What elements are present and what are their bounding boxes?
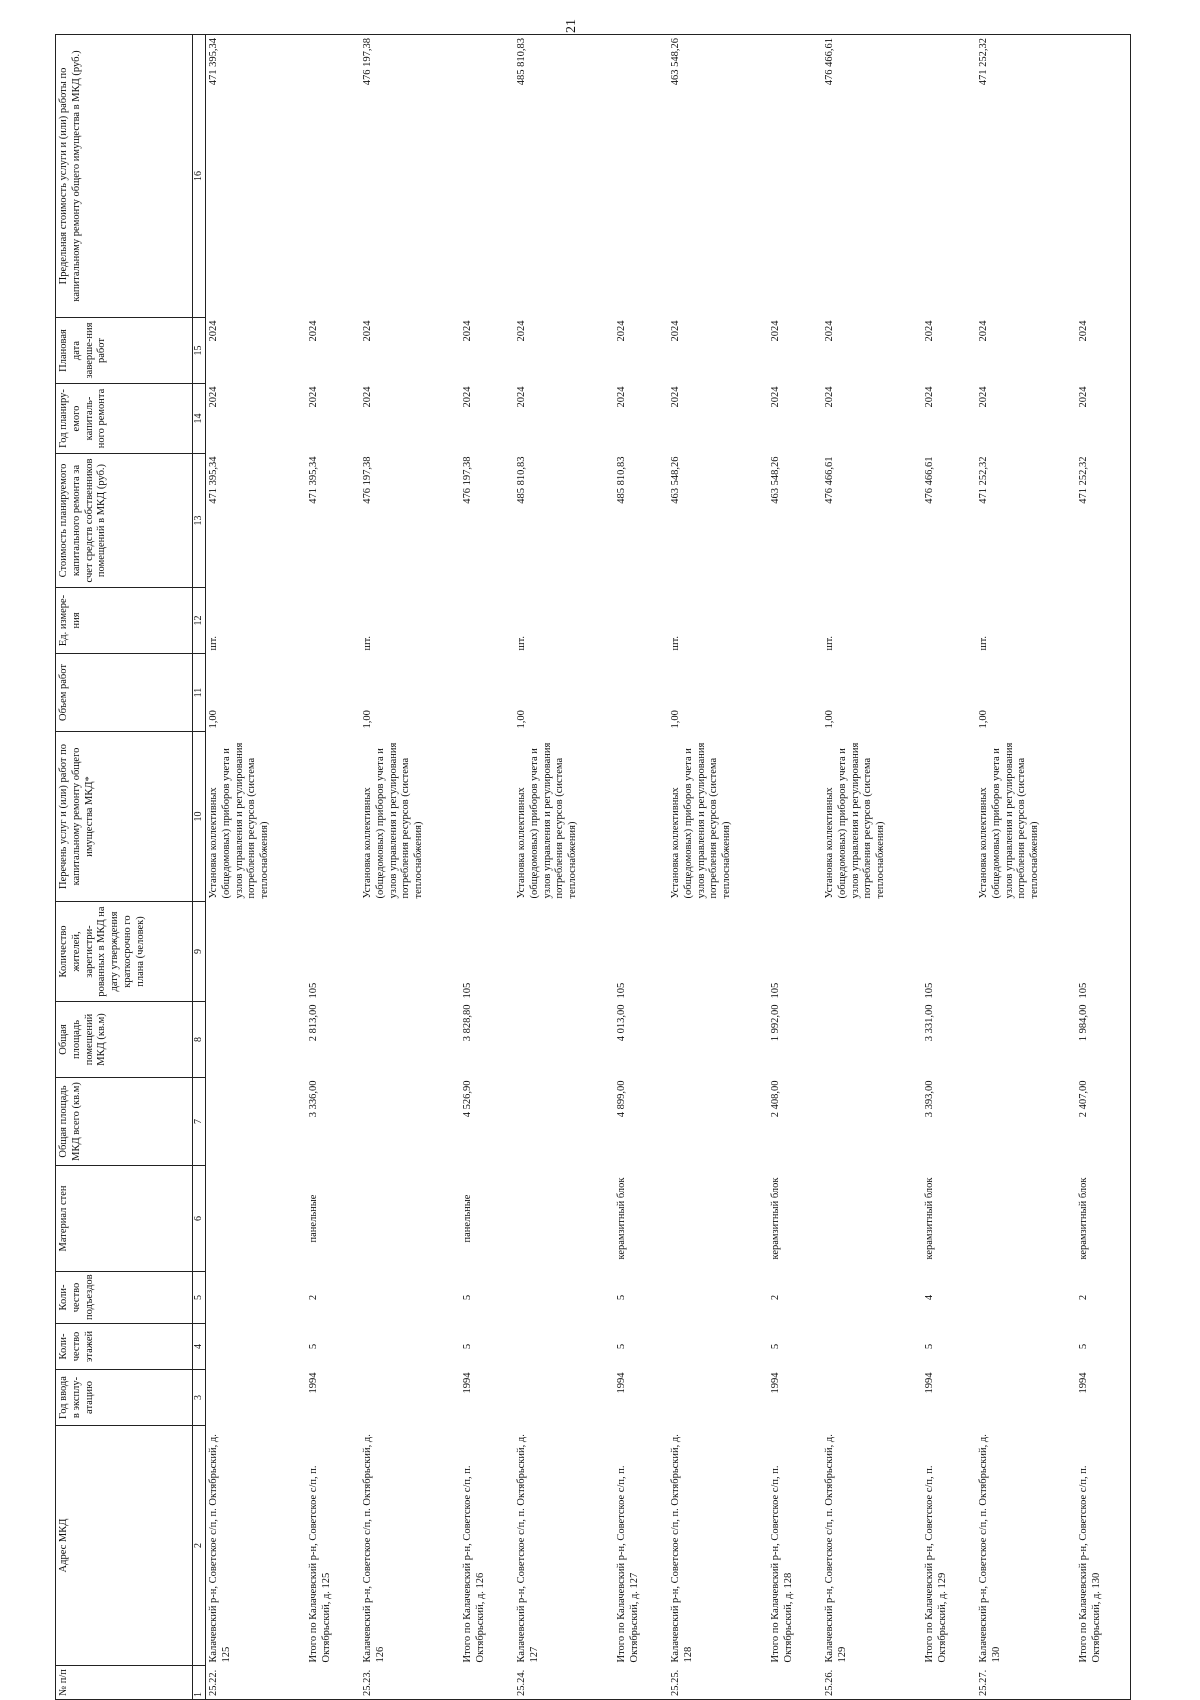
address-cell: Калачевский р-н, Советское с/п, п. Октябрьский, д. 127 — [516, 1434, 540, 1663]
year-built-cell — [206, 1370, 307, 1426]
total-label: Итого по Калачевский р-н, Советское с/п, п. Октябрьский, д. 125 — [308, 1465, 332, 1663]
floors-cell: 5 — [462, 1343, 473, 1350]
column-number: 16 — [193, 35, 206, 318]
rooms-area-cell — [822, 1002, 922, 1078]
floors-cell — [360, 1324, 460, 1370]
table-row — [206, 35, 307, 1700]
table-body — [206, 35, 1131, 1700]
table-row — [668, 35, 768, 1700]
limit-cost-cell: 476 197,38 — [360, 35, 460, 318]
column-header: Перечень услуг и (или) работ по капитальному ремонту общего имущества МКД* — [56, 732, 193, 902]
volume-cell: 1,00 — [978, 710, 989, 729]
floors-cell: 5 — [616, 1343, 627, 1350]
volume-cell: 1,00 — [362, 710, 373, 729]
entrances-cell: 2 — [770, 1294, 781, 1301]
limit-cost-cell: 471 395,34 — [206, 35, 307, 318]
table-row — [514, 35, 614, 1700]
column-header: Объем работ — [56, 654, 193, 732]
total-area-cell: 3 393,00 — [924, 1080, 935, 1118]
unit-cell: шт. — [670, 635, 681, 651]
limit-cost-cell — [768, 35, 822, 318]
cost-cell: 476 197,38 — [462, 456, 473, 504]
year-built-cell — [514, 1370, 614, 1426]
wall-material-cell: керамзитный блок — [770, 1177, 781, 1260]
work-cell — [614, 732, 668, 902]
wall-material-cell: керамзитный блок — [616, 1177, 627, 1260]
capital-repair-table — [55, 34, 1131, 1700]
entrances-cell: 5 — [616, 1294, 627, 1301]
limit-cost-cell: 485 810,83 — [514, 35, 614, 318]
end-date-cell: 2024 — [616, 320, 627, 342]
unit-cell: шт. — [362, 635, 373, 651]
residents-cell — [668, 902, 768, 1002]
wall-material-cell: панельные — [308, 1194, 319, 1243]
floors-cell — [514, 1324, 614, 1370]
column-header: Стоимость планируемого капитального ремонта за счет средств собственников помещений в МКД (руб.) — [56, 454, 193, 588]
residents-cell — [822, 902, 922, 1002]
floors-cell: 5 — [770, 1343, 781, 1350]
year-built-cell — [976, 1370, 1076, 1426]
total-area-cell: 3 336,00 — [308, 1080, 319, 1118]
repair-year-cell: 2024 — [208, 386, 219, 408]
rooms-area-cell — [668, 1002, 768, 1078]
wall-material-cell: панельные — [462, 1194, 473, 1243]
limit-cost-cell — [922, 35, 976, 318]
wall-material-cell — [976, 1166, 1076, 1272]
total-label: Итого по Калачевский р-н, Советское с/п, п. Октябрьский, д. 127 — [616, 1465, 640, 1663]
column-number: 8 — [193, 1002, 206, 1078]
entrances-cell: 2 — [1076, 1272, 1131, 1324]
cost-cell: 463 548,26 — [770, 456, 781, 504]
address-cell: Калачевский р-н, Советское с/п, п. Октябрьский, д. 126 — [362, 1434, 386, 1663]
total-label: Итого по Калачевский р-н, Советское с/п, п. Октябрьский, д. 126 — [462, 1465, 486, 1663]
column-number: 2 — [193, 1426, 206, 1666]
volume-cell — [1076, 654, 1131, 732]
column-header: Год планиру-емого капиталь-ного ремонта — [56, 384, 193, 454]
residents-cell: 105 — [616, 982, 627, 999]
address-cell: Калачевский р-н, Советское с/п, п. Октябрьский, д. 129 — [824, 1434, 848, 1663]
volume-cell — [614, 654, 668, 732]
year-built-cell: 1994 — [924, 1372, 935, 1394]
cost-cell: 471 252,32 — [1076, 454, 1131, 588]
repair-year-cell: 2024 — [362, 386, 373, 408]
total-area-cell: 2 408,00 — [770, 1080, 781, 1118]
year-built-cell: 1994 — [462, 1372, 473, 1394]
residents-cell: 105 — [770, 982, 781, 999]
unit-cell — [614, 588, 668, 654]
total-area-cell: 2 407,00 — [1076, 1078, 1131, 1166]
residents-cell — [360, 902, 460, 1002]
unit-cell: шт. — [516, 635, 527, 651]
column-number: 3 — [193, 1370, 206, 1426]
row-number-cell — [614, 1666, 668, 1700]
limit-cost-cell: 476 466,61 — [822, 35, 922, 318]
total-row — [306, 35, 360, 1700]
wall-material-cell — [822, 1166, 922, 1272]
rooms-area-cell: 3 331,00 — [924, 1004, 935, 1042]
total-area-cell — [976, 1078, 1076, 1166]
volume-cell — [306, 654, 360, 732]
row-number-cell: 25.27. — [976, 1666, 1076, 1700]
row-number-cell — [922, 1666, 976, 1700]
residents-cell: 105 — [308, 982, 319, 999]
column-header: Общая площадь МКД всего (кв.м) — [56, 1078, 193, 1166]
total-row — [614, 35, 668, 1700]
repair-year-cell: 2024 — [308, 386, 319, 408]
residents-cell — [976, 902, 1076, 1002]
limit-cost-cell — [460, 35, 514, 318]
repair-year-cell: 2024 — [516, 386, 527, 408]
entrances-cell — [514, 1272, 614, 1324]
unit-cell: шт. — [824, 635, 835, 651]
end-date-cell: 2024 — [924, 320, 935, 342]
wall-material-cell — [360, 1166, 460, 1272]
repair-year-cell: 2024 — [824, 386, 835, 408]
column-header: Год ввода в эксплу-атацию — [56, 1370, 193, 1426]
repair-year-cell: 2024 — [978, 386, 989, 408]
column-number: 7 — [193, 1078, 206, 1166]
row-number-cell — [768, 1666, 822, 1700]
column-number: 5 — [193, 1272, 206, 1324]
total-area-cell — [360, 1078, 460, 1166]
year-built-cell — [360, 1370, 460, 1426]
column-header: Плановая дата заверше-ния работ — [56, 318, 193, 384]
page-number-text: 21 — [564, 19, 579, 33]
column-header: Адрес МКД — [56, 1426, 193, 1666]
cost-cell: 485 810,83 — [616, 456, 627, 504]
residents-cell — [206, 902, 307, 1002]
row-number-cell — [306, 1666, 360, 1700]
cost-cell: 471 252,32 — [978, 456, 989, 504]
unit-cell — [460, 588, 514, 654]
wall-material-cell — [514, 1166, 614, 1272]
total-area-cell: 4 899,00 — [616, 1080, 627, 1118]
end-date-cell: 2024 — [670, 320, 681, 342]
limit-cost-cell — [306, 35, 360, 318]
column-header: Общая площадь помещений МКД (кв.м) — [56, 1002, 193, 1078]
column-number: 6 — [193, 1166, 206, 1272]
repair-year-cell: 2024 — [770, 386, 781, 408]
volume-cell — [460, 654, 514, 732]
work-cell — [768, 732, 822, 902]
total-area-cell — [514, 1078, 614, 1166]
total-label: Итого по Калачевский р-н, Советское с/п, п. Октябрьский, д. 128 — [770, 1465, 794, 1663]
cost-cell: 471 395,34 — [308, 456, 319, 504]
column-number: 10 — [193, 732, 206, 902]
rooms-area-cell: 2 813,00 — [308, 1004, 319, 1042]
entrances-cell: 4 — [924, 1294, 935, 1301]
column-header: Коли-чество подъездов — [56, 1272, 193, 1324]
total-row — [460, 35, 514, 1700]
end-date-cell: 2024 — [978, 320, 989, 342]
repair-year-cell: 2024 — [1076, 384, 1131, 454]
work-cell: Установка коллективных (общедомовых) приборов учета и узлов управления и регулирования потребления ресурсов (система теплоснабжения) — [362, 742, 425, 899]
total-label: Итого по Калачевский р-н, Советское с/п, п. Октябрьский, д. 130 — [1076, 1426, 1131, 1666]
unit-cell — [768, 588, 822, 654]
cost-cell: 485 810,83 — [516, 456, 527, 504]
cost-cell: 471 395,34 — [208, 456, 219, 504]
total-area-cell — [822, 1078, 922, 1166]
rotated-sheet — [55, 35, 1171, 1700]
wall-material-cell — [206, 1166, 307, 1272]
limit-cost-cell — [1076, 35, 1131, 318]
volume-cell — [922, 654, 976, 732]
end-date-cell: 2024 — [462, 320, 473, 342]
residents-cell: 105 — [1076, 902, 1131, 1002]
column-header: Ед. измере-ния — [56, 588, 193, 654]
volume-cell: 1,00 — [208, 710, 219, 729]
floors-cell: 5 — [308, 1343, 319, 1350]
unit-cell — [306, 588, 360, 654]
column-number: 12 — [193, 588, 206, 654]
entrances-cell — [976, 1272, 1076, 1324]
column-number-row — [193, 35, 206, 1700]
floors-cell: 5 — [924, 1343, 935, 1350]
volume-cell — [768, 654, 822, 732]
entrances-cell — [360, 1272, 460, 1324]
wall-material-cell: керамзитный блок — [924, 1177, 935, 1260]
work-cell — [460, 732, 514, 902]
entrances-cell — [668, 1272, 768, 1324]
rooms-area-cell: 4 013,00 — [616, 1004, 627, 1042]
total-area-cell: 4 526,90 — [462, 1080, 473, 1118]
unit-cell — [922, 588, 976, 654]
residents-cell: 105 — [924, 982, 935, 999]
row-number-cell: 25.22. — [206, 1666, 307, 1700]
limit-cost-cell: 471 252,32 — [976, 35, 1076, 318]
year-built-cell: 1994 — [616, 1372, 627, 1394]
total-row — [1076, 35, 1131, 1700]
work-cell: Установка коллективных (общедомовых) приборов учета и узлов управления и регулирования потребления ресурсов (система теплоснабжения) — [208, 742, 271, 899]
table-header-row — [56, 35, 193, 1700]
entrances-cell — [822, 1272, 922, 1324]
work-cell — [1076, 732, 1131, 902]
year-built-cell — [668, 1370, 768, 1426]
row-number-cell — [1076, 1666, 1131, 1700]
end-date-cell: 2024 — [516, 320, 527, 342]
cost-cell: 463 548,26 — [670, 456, 681, 504]
column-number: 1 — [193, 1666, 206, 1700]
floors-cell — [976, 1324, 1076, 1370]
address-cell: Калачевский р-н, Советское с/п, п. Октябрьский, д. 125 — [208, 1434, 232, 1663]
end-date-cell: 2024 — [362, 320, 373, 342]
column-number: 13 — [193, 454, 206, 588]
wall-material-cell — [668, 1166, 768, 1272]
table-row — [976, 35, 1076, 1700]
work-cell — [306, 732, 360, 902]
total-area-cell — [206, 1078, 307, 1166]
column-number: 14 — [193, 384, 206, 454]
row-number-cell: 25.24. — [514, 1666, 614, 1700]
wall-material-cell: керамзитный блок — [1076, 1166, 1131, 1272]
column-number: 9 — [193, 902, 206, 1002]
column-header: Коли-чество этажей — [56, 1324, 193, 1370]
table-row — [822, 35, 922, 1700]
entrances-cell: 2 — [308, 1294, 319, 1301]
entrances-cell — [206, 1272, 307, 1324]
column-number: 4 — [193, 1324, 206, 1370]
column-header: № п/п — [56, 1666, 193, 1700]
table-row — [360, 35, 460, 1700]
repair-year-cell: 2024 — [616, 386, 627, 408]
cost-cell: 476 197,38 — [362, 456, 373, 504]
unit-cell: шт. — [978, 635, 989, 651]
volume-cell: 1,00 — [516, 710, 527, 729]
year-built-cell: 1994 — [770, 1372, 781, 1394]
row-number-cell: 25.23. — [360, 1666, 460, 1700]
end-date-cell: 2024 — [308, 320, 319, 342]
cost-cell: 476 466,61 — [924, 456, 935, 504]
total-row — [922, 35, 976, 1700]
year-built-cell — [822, 1370, 922, 1426]
unit-cell: шт. — [208, 635, 219, 651]
entrances-cell: 5 — [462, 1294, 473, 1301]
column-number: 11 — [193, 654, 206, 732]
repair-year-cell: 2024 — [924, 386, 935, 408]
volume-cell: 1,00 — [670, 710, 681, 729]
total-row — [768, 35, 822, 1700]
rooms-area-cell: 3 828,80 — [462, 1004, 473, 1042]
row-number-cell — [460, 1666, 514, 1700]
work-cell — [922, 732, 976, 902]
cost-cell: 476 466,61 — [824, 456, 835, 504]
work-cell: Установка коллективных (общедомовых) приборов учета и узлов управления и регулирования потребления ресурсов (система теплоснабжения) — [516, 742, 579, 899]
rooms-area-cell: 1 984,00 — [1076, 1002, 1131, 1078]
rooms-area-cell: 1 992,00 — [770, 1004, 781, 1042]
repair-year-cell: 2024 — [670, 386, 681, 408]
column-header: Предельная стоимость услуги и (или) работы по капитальному ремонту общего имущества в МКД (руб.) — [56, 35, 193, 318]
row-number-cell: 25.26. — [822, 1666, 922, 1700]
rooms-area-cell — [206, 1002, 307, 1078]
end-date-cell: 2024 — [770, 320, 781, 342]
limit-cost-cell — [614, 35, 668, 318]
unit-cell — [1076, 588, 1131, 654]
address-cell: Калачевский р-н, Советское с/п, п. Октябрьский, д. 128 — [670, 1434, 694, 1663]
end-date-cell: 2024 — [1076, 318, 1131, 384]
rooms-area-cell — [976, 1002, 1076, 1078]
total-area-cell — [668, 1078, 768, 1166]
floors-cell: 5 — [1076, 1324, 1131, 1370]
floors-cell — [206, 1324, 307, 1370]
end-date-cell: 2024 — [824, 320, 835, 342]
column-number: 15 — [193, 318, 206, 384]
work-cell: Установка коллективных (общедомовых) приборов учета и узлов управления и регулирования потребления ресурсов (система теплоснабжения) — [824, 742, 887, 899]
work-cell: Установка коллективных (общедомовых) приборов учета и узлов управления и регулирования потребления ресурсов (система теплоснабжения) — [978, 742, 1041, 899]
volume-cell: 1,00 — [824, 710, 835, 729]
end-date-cell: 2024 — [208, 320, 219, 342]
rooms-area-cell — [514, 1002, 614, 1078]
row-number-cell: 25.25. — [668, 1666, 768, 1700]
floors-cell — [822, 1324, 922, 1370]
residents-cell — [514, 902, 614, 1002]
column-header: Количество жителей, зарегистри-рованных в МКД на дату утверждения краткосрочно го плана (человек) — [56, 902, 193, 1002]
total-label: Итого по Калачевский р-н, Советское с/п, п. Октябрьский, д. 129 — [924, 1465, 948, 1663]
limit-cost-cell: 463 548,26 — [668, 35, 768, 318]
rooms-area-cell — [360, 1002, 460, 1078]
address-cell: Калачевский р-н, Советское с/п, п. Октябрьский, д. 130 — [978, 1434, 1002, 1663]
year-built-cell: 1994 — [1076, 1370, 1131, 1426]
repair-year-cell: 2024 — [462, 386, 473, 408]
year-built-cell: 1994 — [308, 1372, 319, 1394]
work-cell: Установка коллективных (общедомовых) приборов учета и узлов управления и регулирования потребления ресурсов (система теплоснабжения) — [670, 742, 733, 899]
column-header: Материал стен — [56, 1166, 193, 1272]
residents-cell: 105 — [462, 982, 473, 999]
floors-cell — [668, 1324, 768, 1370]
